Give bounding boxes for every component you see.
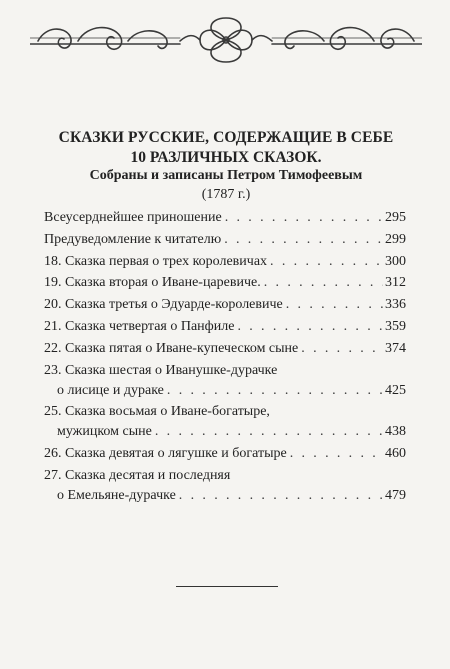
- toc-entry-title: 19. Сказка вторая о Иване-царевиче.: [44, 275, 261, 291]
- toc-page-number: 479: [385, 487, 406, 503]
- toc-entry-line: [44, 295, 406, 315]
- table-of-contents: [44, 208, 406, 508]
- toc-entry: [44, 361, 406, 401]
- toc-entry-line: [44, 381, 406, 401]
- toc-entry: [44, 402, 406, 442]
- toc-entry: [44, 252, 406, 272]
- toc-entry-title: Всеусерднейшее приношение: [44, 210, 222, 225]
- toc-page-number: 438: [385, 424, 406, 440]
- toc-entry: [44, 273, 406, 293]
- heading-title-line-1: СКАЗКИ РУССКИЕ, СОДЕРЖАЩИЕ В СЕБЕ: [58, 129, 394, 146]
- toc-entry: [44, 295, 406, 315]
- toc-entry: [44, 208, 406, 228]
- toc-dot-leader: [264, 273, 383, 293]
- toc-entry-line: [44, 273, 406, 293]
- toc-dot-leader: [270, 252, 383, 272]
- toc-dot-leader: [155, 422, 383, 442]
- toc-page-number: 299: [385, 231, 406, 247]
- toc-entry-title: мужицком сыне: [57, 424, 152, 440]
- toc-entry-line: [44, 486, 406, 506]
- divider-line: [176, 586, 278, 587]
- toc-entry-line: [44, 422, 406, 442]
- toc-entry-title: Предуведомление к читателю: [44, 231, 222, 247]
- toc-dot-leader: [224, 230, 383, 250]
- toc-dot-leader: [301, 339, 383, 359]
- toc-entry-line: [44, 208, 406, 228]
- toc-entry-line: [44, 252, 406, 272]
- toc-page-number: 460: [385, 446, 406, 462]
- heading-subtitle: Собраны и записаны Петром Тимофеевым: [89, 168, 363, 183]
- toc-page-number: 295: [385, 210, 406, 225]
- toc-page-number: 425: [385, 382, 406, 398]
- toc-entry-title: о Емельяне-дурачке: [57, 487, 176, 503]
- toc-entry-line: [44, 402, 406, 422]
- heading-title-line-2: 10 РАЗЛИЧНЫХ СКАЗОК.: [130, 149, 322, 166]
- toc-page-number: 374: [385, 340, 406, 356]
- toc-entry-title: 23. Сказка шестая о Иванушке-дурачке: [44, 362, 278, 378]
- toc-entry-title: 18. Сказка первая о трех королевичах: [44, 253, 268, 269]
- toc-entry-line: [44, 361, 406, 381]
- toc-entry-title: 27. Сказка десятая и последняя: [44, 467, 231, 483]
- toc-entry-title: 26. Сказка девятая о лягушке и богатыре: [44, 446, 287, 462]
- toc-entry: [44, 230, 406, 250]
- decorative-ornament-header: [30, 14, 422, 66]
- toc-entry: [44, 339, 406, 359]
- toc-entry-title: 21. Сказка четвертая о Панфиле: [44, 318, 235, 334]
- toc-entry: [44, 444, 406, 464]
- toc-dot-leader: [167, 381, 383, 401]
- toc-dot-leader: [290, 444, 383, 464]
- toc-entry-line: [44, 339, 406, 359]
- toc-page-number: 359: [385, 318, 406, 334]
- toc-dot-leader: [179, 486, 383, 506]
- heading-year: (1787 г.): [201, 187, 251, 202]
- toc-page-number: 336: [385, 297, 406, 313]
- toc-entry: [44, 317, 406, 337]
- toc-page-number: 300: [385, 253, 406, 269]
- toc-entry-line: [44, 317, 406, 337]
- toc-entry: [44, 466, 406, 506]
- toc-entry-title: 20. Сказка третья о Эдуарде-королевиче: [44, 297, 283, 313]
- toc-entry-line: [44, 444, 406, 464]
- toc-dot-leader: [237, 317, 383, 337]
- toc-entry-title: 25. Сказка восьмая о Иване-богатыре,: [44, 404, 270, 420]
- toc-entry-line: [44, 466, 406, 486]
- toc-page-number: 312: [385, 275, 406, 291]
- toc-dot-leader: [225, 208, 383, 228]
- toc-entry-title: 22. Сказка пятая о Иване-купеческом сыне: [44, 340, 299, 356]
- toc-entry-line: [44, 230, 406, 250]
- toc-entry-title: о лисице и дураке: [57, 382, 164, 398]
- toc-dot-leader: [286, 295, 383, 315]
